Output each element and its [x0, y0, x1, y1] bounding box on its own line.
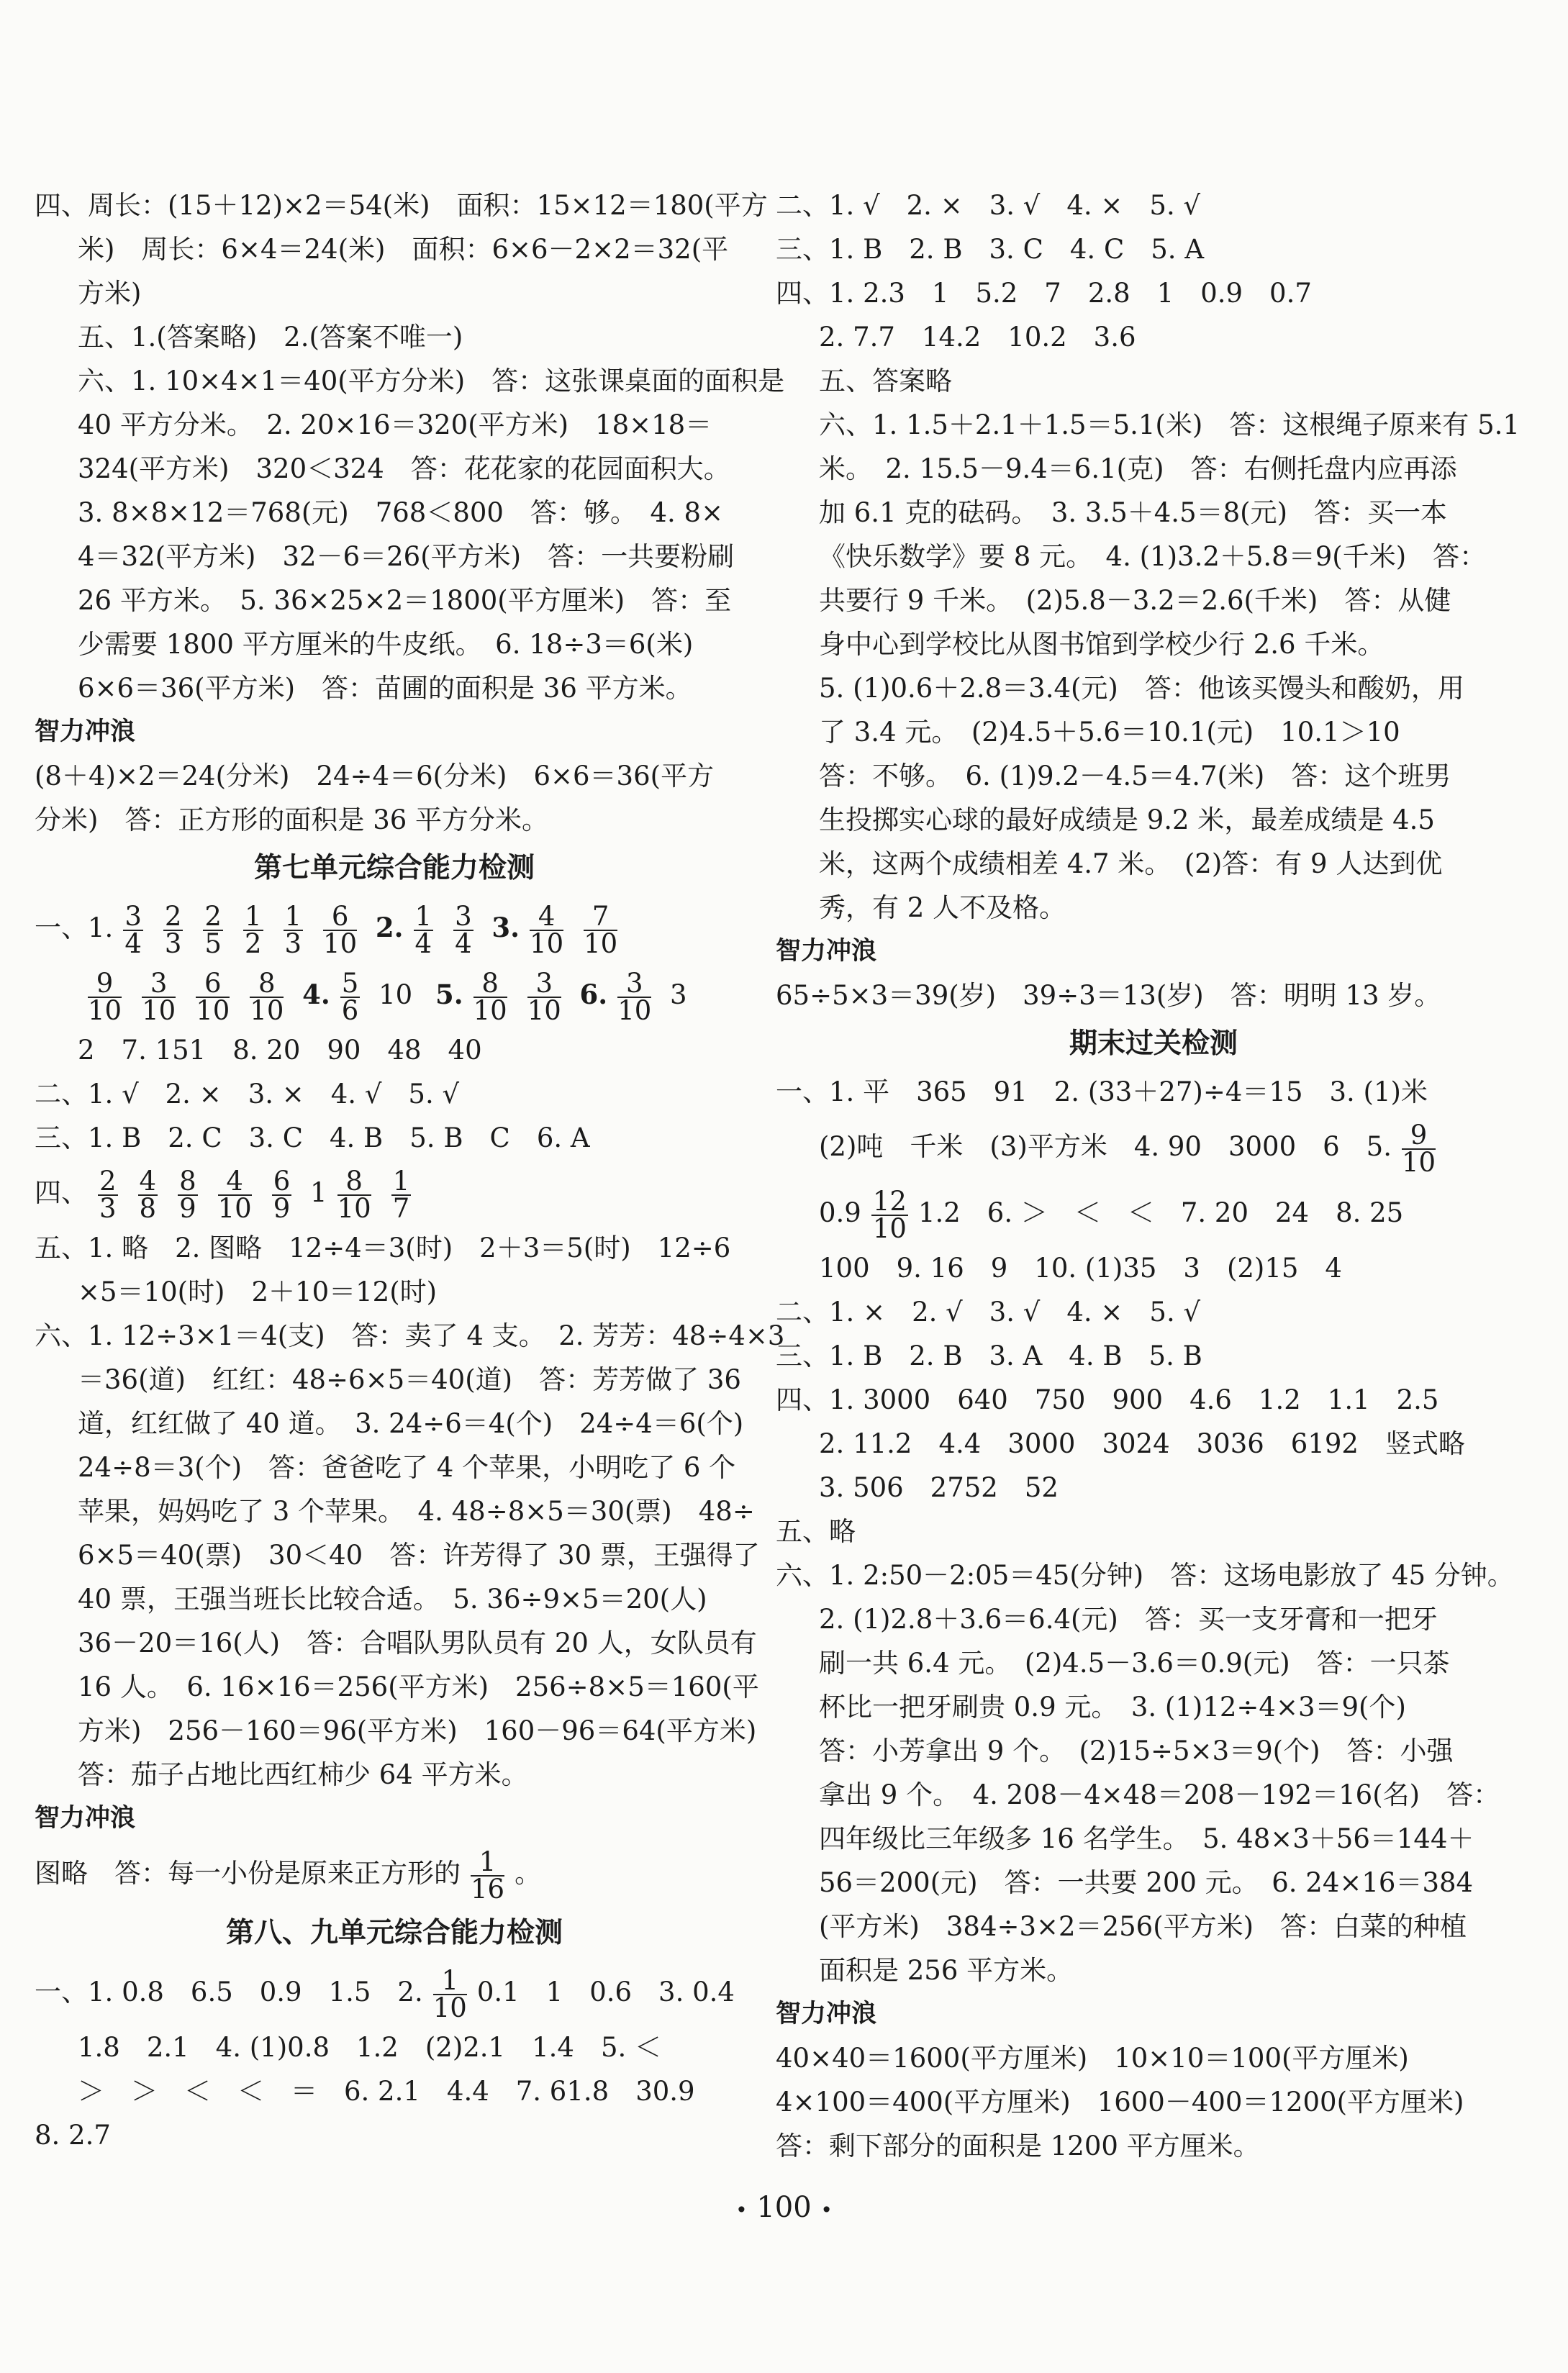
text-line: 五、答案略: [819, 366, 952, 396]
zhili-heading: 智力冲浪: [35, 717, 136, 746]
denominator: 10: [584, 927, 618, 959]
unit7-heading: 第七单元综合能力检测: [253, 852, 535, 884]
text-line: 共要行 9 千米。 (2)5.8－3.2＝2.6(千米) 答：从健: [819, 585, 1451, 616]
final-heading: 期末过关检测: [1069, 1027, 1238, 1060]
text-line: 40 平方分米。 2. 20×16＝320(平方米) 18×18＝: [78, 409, 712, 440]
text-line: 四年级比三年级多 16 名学生。 5. 48×3＋56＝144＋: [819, 1823, 1474, 1854]
fraction: [243, 900, 263, 959]
text-line: 6×6＝36(平方米) 答：苗圃的面积是 36 平方米。: [78, 673, 692, 704]
text-line: 六、1. 1.5＋2.1＋1.5＝5.1(米) 答：这根绳子原来有 5.1: [819, 409, 1520, 440]
denominator: 6: [341, 994, 359, 1026]
denominator: 16: [471, 1873, 505, 1905]
text-line: 面积是 256 平方米。: [819, 1955, 1074, 1986]
text-line: 五、1.(答案略) 2.(答案不唯一): [78, 322, 463, 353]
final-si: [776, 1378, 1531, 1510]
text-line: 四、周长：(15＋12)×2＝54(米) 面积：15×12＝180(平方: [35, 190, 768, 221]
u7-line3: 2 7. 151 8. 20 90 48 40: [78, 1035, 482, 1066]
text-line: ×5＝10(时) 2＋10＝12(时): [78, 1276, 438, 1307]
text-line: 26 平方米。 5. 36×25×2＝1800(平方厘米) 答：至: [78, 585, 732, 616]
numerator: 3: [142, 971, 176, 998]
zhili-heading: 智力冲浪: [776, 2000, 877, 2028]
numerator: 9: [88, 971, 122, 998]
numerator: 1: [284, 900, 302, 932]
numerator: 8: [473, 971, 507, 998]
u89-line1: 一、1. 0.8 6.5 0.9 1.5 2. $\frac{1}{10}$ 0.1 1 0.6 3. 0.4: [35, 1964, 735, 2023]
numerator: 4: [530, 904, 563, 931]
left-column: [35, 183, 785, 2157]
fraction: [217, 1165, 252, 1224]
numerator: 4: [218, 1169, 252, 1196]
fraction: [123, 900, 143, 959]
u7-er: 二、1. √ 2. × 3. × 4. √ 5. √: [35, 1079, 460, 1110]
text-line: 方米) 256－160＝96(平方米) 160－96＝64(平方米): [78, 1715, 757, 1746]
denominator: 3: [284, 927, 302, 959]
numerator: 1: [244, 900, 262, 932]
denominator: 10: [617, 994, 652, 1026]
text-line: 答：小芳拿出 9 个。 (2)15÷5×3＝9(个) 答：小强: [819, 1735, 1454, 1766]
text-line: (平方米) 384÷3×2＝256(平方米) 答：白菜的种植: [819, 1911, 1467, 1942]
final-san: 三、1. B 2. B 3. A 4. B 5. B: [776, 1340, 1202, 1371]
text-line: 米。 2. 15.5－9.4＝6.1(克) 答：右侧托盘内应再添: [819, 453, 1457, 484]
fraction: [527, 967, 561, 1026]
numerator: 4: [139, 1165, 157, 1197]
text-line: 米) 周长：6×4＝24(米) 面积：6×6－2×2＝32(平: [78, 234, 729, 265]
fraction: [138, 1165, 158, 1224]
right-top-block: [776, 183, 1531, 930]
numerator: 3: [455, 900, 472, 932]
numerator: 5: [341, 967, 359, 999]
fraction: [178, 1165, 198, 1224]
final-wu: 五、略: [776, 1516, 856, 1547]
numerator: 3: [124, 900, 142, 932]
text-line: 分米) 答：正方形的面积是 36 平方分米。: [35, 804, 549, 835]
denominator: 10: [1401, 1146, 1436, 1178]
denominator: 9: [273, 1192, 291, 1224]
text-line: 四、1. 3000 640 750 900 4.6 1.2 1.1 2.5: [776, 1384, 1439, 1415]
denominator: 8: [139, 1192, 157, 1224]
text-line: 2. (1)2.8＋3.6＝6.4(元) 答：买一支牙膏和一把牙: [819, 1604, 1438, 1635]
text-line: 拿出 9 个。 4. 208－4×48＝208－192＝16(名) 答：: [819, 1779, 1500, 1810]
u7-san: 三、1. B 2. C 3. C 4. B 5. B C 6. A: [35, 1122, 590, 1153]
fraction: [142, 967, 176, 1026]
unit89-heading: 第八、九单元综合能力检测: [225, 1917, 563, 1949]
text-line: 了 3.4 元。 (2)4.5＋5.6＝10.1(元) 10.1＞10: [819, 717, 1400, 748]
numerator: 2: [204, 900, 222, 932]
text-line: 六、1. 2:50－2:05＝45(分钟) 答：这场电影放了 45 分钟。: [776, 1560, 1514, 1591]
denominator: 10: [530, 927, 564, 959]
denominator: 5: [204, 927, 222, 959]
denominator: 10: [473, 994, 507, 1026]
u89-line4: 8. 2.7: [35, 2120, 111, 2151]
final-line1: 一、1. 平 365 91 2. (33＋27)÷4＝15 3. (1)米: [776, 1076, 1428, 1107]
numerator: 1: [433, 1968, 467, 1995]
final-line3: 0.9 $\frac{12}{10}$ 1.2 6. ＞ ＜ ＜ 7. 20 24 8. 25: [819, 1185, 1404, 1244]
text-line: 324(平方米) 320＜324 答：花花家的花园面积大。: [78, 453, 730, 484]
text-line: 米，这两个成绩相差 4.7 米。 (2)答：有 9 人达到优: [819, 848, 1443, 879]
denominator: 4: [124, 927, 142, 959]
text-line: 道，红红做了 40 道。 3. 24÷6＝4(个) 24÷4＝6(个): [78, 1408, 744, 1439]
u7-line2: $\frac{9}{10}$ $\frac{3}{10}$ $\frac{6}{10}$ $\frac{8}{10}$ 4. $\frac{5}{6}$ 10 5. $\frac{8}{10}$ $\frac{3}{10}$ 6. $\frac{3}{10}$ 3: [88, 967, 687, 1026]
u7-liu: [35, 1314, 785, 1797]
text-line: 秀，有 2 人不及格。: [819, 892, 1066, 923]
text-line: 加 6.1 克的砝码。 3. 3.5＋4.5＝8(元) 答：买一本: [819, 497, 1448, 528]
zhili-heading: 智力冲浪: [35, 1804, 136, 1833]
fraction: [196, 967, 230, 1026]
fraction: [163, 900, 183, 959]
denominator: 3: [99, 1192, 117, 1224]
text-line: 刷一共 6.4 元。 (2)4.5－3.6＝0.9(元) 答：一只茶: [819, 1648, 1450, 1679]
fraction: [432, 1964, 467, 2023]
page-number: • 100 •: [735, 2191, 833, 2224]
u7-wu: [35, 1226, 754, 1314]
fraction: [88, 967, 122, 1026]
denominator: 10: [142, 994, 176, 1026]
zhili-line: 65÷5×3＝39(岁) 39÷3＝13(岁) 答：明明 13 岁。: [776, 980, 1441, 1011]
denominator: 10: [323, 927, 358, 959]
fraction: [473, 967, 507, 1026]
text-line: 杯比一把牙刷贵 0.9 元。 3. (1)12÷4×3＝9(个): [819, 1692, 1406, 1723]
numerator: 9: [1402, 1122, 1436, 1150]
fraction: [471, 1846, 505, 1905]
fraction: [337, 1165, 371, 1224]
u7-line1: 一、1. $\frac{3}{4}$ $\frac{2}{3}$ $\frac{2}{5}$ $\frac{1}{2}$ $\frac{1}{3}$ $\frac{6}{10}$ 2. $\frac{1}{4}$ $\frac{3}{4}$ 3. $\frac{4}{10}$ $\frac{7}{10}$: [35, 900, 618, 959]
fraction: [323, 900, 358, 959]
denominator: 9: [179, 1192, 196, 1224]
text-line: 少需要 1800 平方厘米的牛皮纸。 6. 18÷3＝6(米): [78, 629, 694, 660]
text-line: ＝36(道) 红红：48÷6×5＝40(道) 答：芳芳做了 36: [78, 1364, 741, 1395]
denominator: 2: [244, 927, 262, 959]
text-line: 六、1. 10×4×1＝40(平方分米) 答：这张课桌面的面积是: [78, 366, 785, 396]
fraction: [391, 1165, 412, 1224]
u89-line2: 1.8 2.1 4. (1)0.8 1.2 (2)2.1 1.4 5. ＜: [78, 2032, 662, 2063]
text-line: 40 票，王强当班长比较合适。 5. 36÷9×5＝20(人): [78, 1584, 707, 1615]
denominator: 10: [527, 994, 561, 1026]
numerator: 6: [323, 904, 357, 931]
text-line: 36－20＝16(人) 答：合唱队男队员有 20 人，女队员有: [78, 1628, 757, 1659]
fraction: [272, 1165, 292, 1224]
text-line: 5. (1)0.6＋2.8＝3.4(元) 答：他该买馒头和酸奶，用: [819, 673, 1464, 704]
denominator: 10: [196, 994, 230, 1026]
final-line4: 100 9. 16 9 10. (1)35 3 (2)15 4: [819, 1253, 1342, 1284]
zhili-heading: 智力冲浪: [776, 937, 877, 966]
numerator: 2: [164, 900, 182, 932]
denominator: 10: [250, 994, 284, 1026]
final-line2: (2)吨 千米 (3)平方米 4. 90 3000 6 5. $\frac{9}{10}$: [819, 1119, 1436, 1178]
text-line: 答：茄子占地比西红柿少 64 平方米。: [78, 1759, 528, 1790]
text-line: 2. 7.7 14.2 10.2 3.6: [819, 322, 1136, 353]
u7-si: 四、 $\frac{2}{3}$ $\frac{4}{8}$ $\frac{8}{9}$ $\frac{4}{10}$ $\frac{6}{9}$ 1 $\frac{8}{10}$ $\frac{1}{7}$: [35, 1165, 410, 1224]
numerator: 8: [250, 971, 284, 998]
text-line: 3. 8×8×12＝768(元) 768＜800 答：够。 4. 8×: [78, 497, 724, 528]
fraction: [584, 900, 618, 959]
denominator: 10: [88, 994, 122, 1026]
text-line: 16 人。 6. 16×16＝256(平方米) 256÷8×5＝160(平: [78, 1671, 759, 1702]
fraction: [98, 1165, 118, 1224]
text-line: 二、1. √ 2. × 3. √ 4. × 5. √: [776, 190, 1201, 221]
text-line: 六、1. 12÷3×1＝4(支) 答：卖了 4 支。 2. 芳芳：48÷4×3: [35, 1320, 785, 1351]
fraction: [617, 967, 652, 1026]
fraction: [453, 900, 473, 959]
right-column: [776, 183, 1531, 2168]
fraction: [414, 900, 434, 959]
text-line: 四、1. 2.3 1 5.2 7 2.8 1 0.9 0.7: [776, 278, 1312, 309]
text-line: 56＝200(元) 答：一共要 200 元。 6. 24×16＝384: [819, 1867, 1474, 1898]
fraction: [340, 967, 361, 1026]
final-zhili: [776, 2036, 1531, 2168]
denominator: 10: [217, 1192, 252, 1224]
text-line: 40×40＝1600(平方厘米) 10×10＝100(平方厘米): [776, 2043, 1409, 2074]
fraction: [871, 1185, 908, 1244]
text-line: 三、1. B 2. B 3. C 4. C 5. A: [776, 234, 1205, 265]
zhili-block: [35, 754, 754, 842]
fraction: [250, 967, 284, 1026]
text-line: 答：不够。 6. (1)9.2－4.5＝4.7(米) 答：这个班男: [819, 761, 1451, 791]
text-line: 4＝32(平方米) 32－6＝26(平方米) 答：一共要粉刷: [78, 541, 735, 572]
numerator: 8: [179, 1165, 196, 1197]
numerator: 3: [617, 971, 651, 998]
u89-line3: ＞ ＞ ＜ ＜ ＝ 6. 2.1 4.4 7. 61.8 30.9: [78, 2076, 695, 2107]
fraction: [284, 900, 304, 959]
text-line: 五、1. 略 2. 图略 12÷4＝3(时) 2＋3＝5(时) 12÷6: [35, 1233, 731, 1263]
numerator: 6: [273, 1165, 291, 1197]
numerator: 6: [196, 971, 230, 998]
text-line: 6×5＝40(票) 30＜40 答：许芳得了 30 票，王强得了: [78, 1540, 760, 1571]
text-line: 答：剩下部分的面积是 1200 平方厘米。: [776, 2131, 1260, 2161]
final-liu: [776, 1553, 1531, 1992]
numerator: 1: [392, 1165, 410, 1197]
fraction: [203, 900, 223, 959]
text-line: 《快乐数学》要 8 元。 4. (1)3.2＋5.8＝9(千米) 答：: [819, 541, 1487, 572]
numerator: 7: [584, 904, 617, 931]
left-top-block: [35, 183, 785, 710]
text-line: 2. 11.2 4.4 3000 3024 3036 6192 竖式略: [819, 1428, 1465, 1459]
text-line: 身中心到学校比从图书馆到学校少行 2.6 千米。: [819, 629, 1385, 660]
text-line: 24÷8＝3(个) 答：爸爸吃了 4 个苹果，小明吃了 6 个: [78, 1452, 736, 1483]
numerator: 8: [337, 1169, 371, 1196]
fraction: [530, 900, 564, 959]
text-line: 3. 506 2752 52: [819, 1472, 1059, 1503]
numerator: 1: [471, 1849, 504, 1877]
denominator: 10: [872, 1212, 907, 1244]
fraction: [1401, 1119, 1436, 1178]
denominator: 4: [414, 927, 432, 959]
u7-zhili-line: 图略 答：每一小份是原来正方形的 $\frac{1}{16}$ 。: [35, 1846, 542, 1905]
final-er: 二、1. × 2. √ 3. √ 4. × 5. √: [776, 1297, 1201, 1328]
numerator: 1: [414, 900, 432, 932]
numerator: 2: [99, 1165, 117, 1197]
denominator: 7: [392, 1192, 410, 1224]
denominator: 4: [455, 927, 472, 959]
denominator: 10: [432, 1992, 467, 2023]
numerator: 12: [872, 1185, 907, 1217]
text-line: 4×100＝400(平方厘米) 1600－400＝1200(平方厘米): [776, 2087, 1464, 2118]
text-line: 苹果，妈妈吃了 3 个苹果。 4. 48÷8×5＝30(票) 48÷: [78, 1496, 755, 1527]
numerator: 3: [527, 971, 561, 998]
text-line: 生投掷实心球的最好成绩是 9.2 米，最差成绩是 4.5: [819, 804, 1435, 835]
denominator: 10: [337, 1192, 371, 1224]
denominator: 3: [164, 927, 182, 959]
text-line: 方米): [78, 278, 142, 309]
text-line: (8＋4)×2＝24(分米) 24÷4＝6(分米) 6×6＝36(平方: [35, 761, 715, 791]
